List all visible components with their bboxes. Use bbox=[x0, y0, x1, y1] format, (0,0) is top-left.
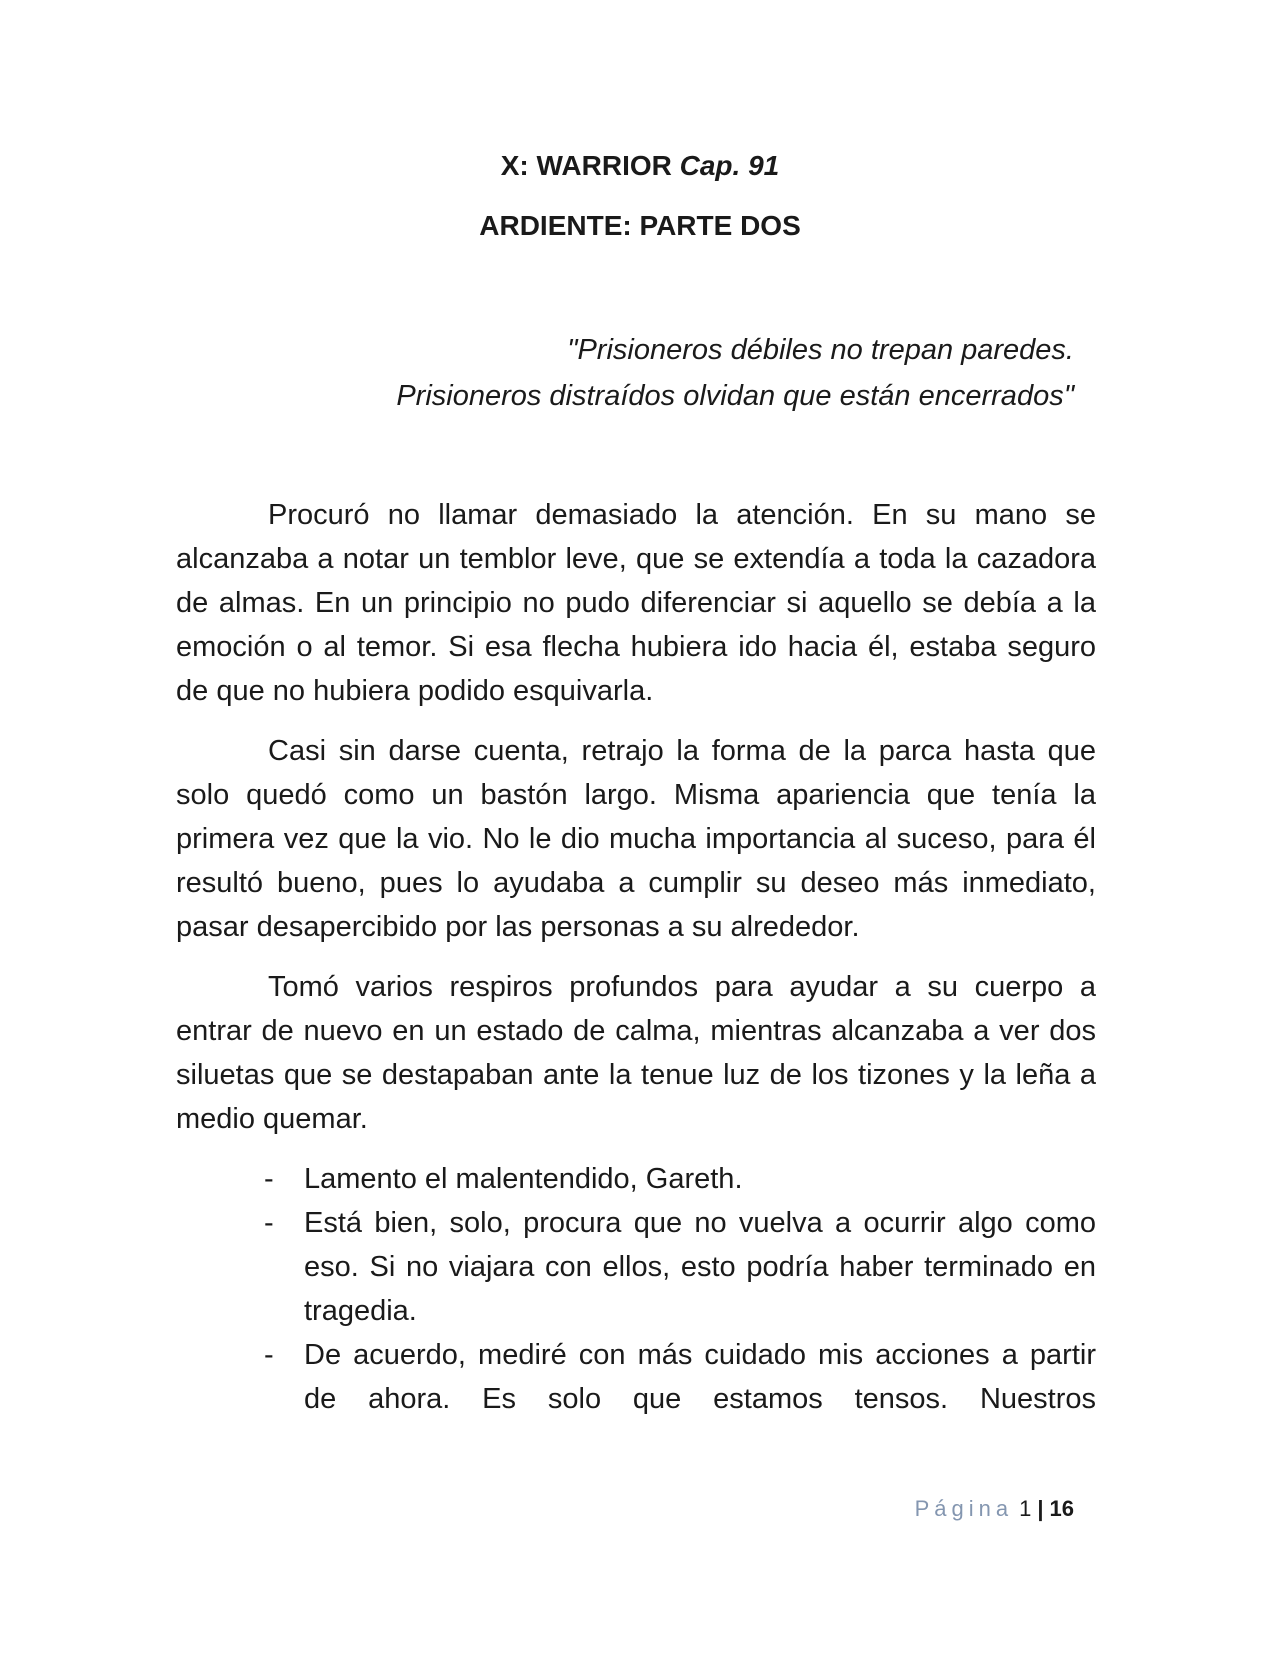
body-text bbox=[176, 493, 1096, 1421]
paragraph: Procuró no llamar demasiado la atención. En su mano se alcanzaba a notar un temblor leve, que se extendía a toda la cazadora de almas. En un principio no pudo diferenciar si aquello se debía a la emoción o al temor. Si esa flecha hubiera ido hacia él, estaba seguro de que no hubiera podido esquivarla. bbox=[176, 499, 1096, 707]
page-word: Página bbox=[914, 1496, 1014, 1521]
paragraph: Tomó varios respiros profundos para ayudar a su cuerpo a entrar de nuevo en un estado de calma, mientras alcanzaba a ver dos siluetas que se destapaban ante la tenue luz de los tizones y la leña a medio quemar. bbox=[176, 971, 1096, 1135]
epigraph-line-1: "Prisioneros débiles no trepan paredes. bbox=[567, 334, 1074, 366]
dialogue-dash: - bbox=[264, 1207, 274, 1239]
epigraph-line-2: Prisioneros distraídos olvidan que están encerrados" bbox=[396, 380, 1074, 412]
title-block bbox=[0, 148, 1280, 244]
dialogue-dash: - bbox=[264, 1339, 274, 1371]
chapter-subtitle: ARDIENTE: PARTE DOS bbox=[479, 210, 801, 241]
chapter-title bbox=[0, 148, 1280, 184]
title-main: X: WARRIOR bbox=[500, 150, 672, 181]
dialogue-text: De acuerdo, mediré con más cuidado mis acciones a partir de ahora. Es solo que estamos tensos. Nuestros bbox=[304, 1339, 1096, 1415]
page-separator: | bbox=[1037, 1496, 1044, 1521]
dialogue-text: Está bien, solo, procura que no vuelva a ocurrir algo como eso. Si no viajara con ellos, esto podría haber terminado en tragedia. bbox=[304, 1207, 1096, 1327]
paragraph: Casi sin darse cuenta, retrajo la forma de la parca hasta que solo quedó como un bastón largo. Misma apariencia que tenía la primera vez que la vio. No le dio mucha importancia al suceso, para él resultó bueno, pues lo ayudaba a cumplir su deseo más inmediato, pasar desapercibido por las personas a su alrededor. bbox=[176, 735, 1096, 943]
total-pages: 16 bbox=[1049, 1496, 1074, 1521]
page-footer bbox=[915, 1495, 1074, 1523]
dialogue-list bbox=[176, 1157, 1096, 1421]
epigraph bbox=[396, 327, 1074, 419]
dialogue-line bbox=[176, 1333, 1096, 1421]
dialogue-dash: - bbox=[264, 1163, 274, 1195]
dialogue-line bbox=[176, 1157, 1096, 1201]
title-chapter: Cap. 91 bbox=[679, 150, 780, 181]
page-number: 1 bbox=[1019, 1496, 1032, 1521]
dialogue-line bbox=[176, 1201, 1096, 1333]
dialogue-text: Lamento el malentendido, Gareth. bbox=[304, 1163, 743, 1195]
